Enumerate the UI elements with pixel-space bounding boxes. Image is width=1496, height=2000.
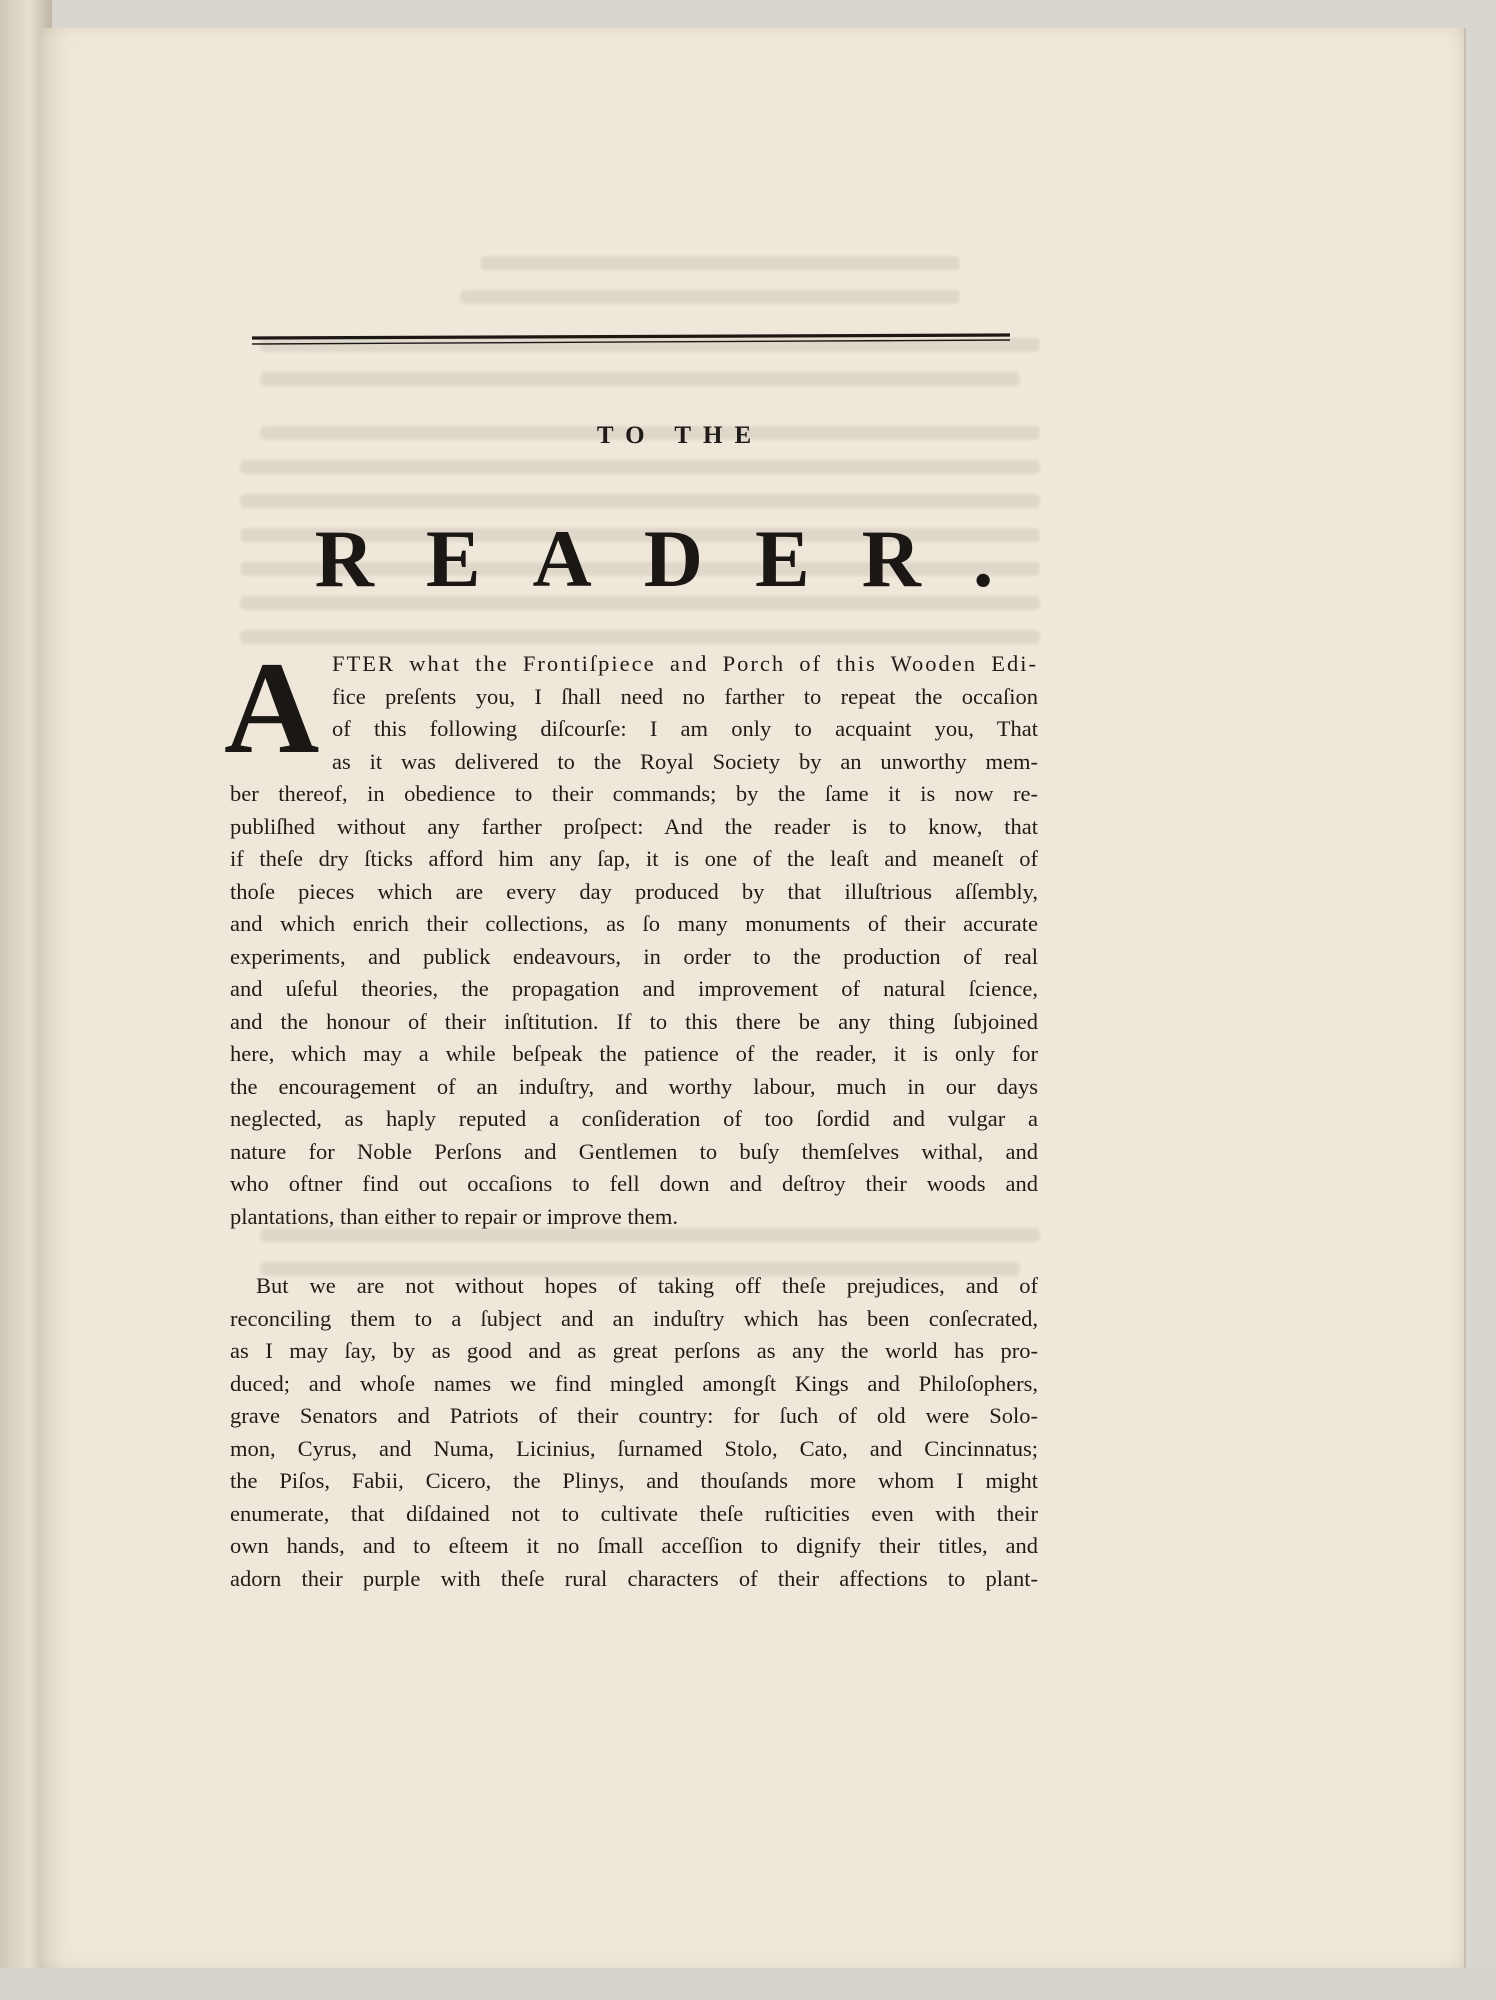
- text-line: who oftner find out occaſions to fell down and deſtroy their woods and: [230, 1171, 1038, 1196]
- text-line: adorn their purple with theſe rural characters of their affections to plant-: [230, 1565, 1038, 1591]
- text-line: as it was delivered to the Royal Society by an unworthy mem-: [332, 748, 1038, 774]
- text-line: enumerate, that diſdained not to cultivate theſe ruſticities even with their: [230, 1500, 1038, 1526]
- paragraph-1: [224, 634, 1038, 1233]
- paragraph-2: [230, 1270, 1038, 1595]
- text-line: grave Senators and Patriots of their country: for ſuch of old were Solo-: [230, 1403, 1038, 1428]
- text-line: plantations, than either to repair or improve them.: [230, 1203, 678, 1229]
- text-line: and uſeful theories, the propagation and improvement of natural ſcience,: [230, 976, 1038, 1001]
- text-line: neglected, as haply reputed a conſideration of too ſordid and vulgar a: [230, 1106, 1038, 1131]
- text-line: the encouragement of an induſtry, and worthy labour, much in our days: [230, 1073, 1038, 1099]
- heading-reader: READER.: [314, 513, 1046, 604]
- text-line: fice preſents you, I ſhall need no farther to repeat the occaſion: [332, 683, 1038, 709]
- text-line: But we are not without hopes of taking off theſe prejudices, and of: [256, 1273, 1038, 1298]
- text-line: experiments, and publick endeavours, in order to the production of real: [230, 943, 1038, 969]
- heading-to-the: TO THE: [596, 422, 764, 449]
- text-line: publiſhed without any farther proſpect: And the reader is to know, that: [230, 813, 1038, 839]
- text-line: FTER what the Frontiſpiece and Porch of this Wooden Edi-: [332, 651, 1038, 676]
- text-line: and which enrich their collections, as ſo many monuments of their accurate: [230, 911, 1038, 936]
- title-rule: [252, 332, 1010, 352]
- text-line: thoſe pieces which are every day produced by that illuſtrious aſſembly,: [230, 878, 1038, 904]
- text-line: mon, Cyrus, and Numa, Licinius, ſurnamed Stolo, Cato, and Cincinnatus;: [230, 1435, 1038, 1461]
- text-line: ber thereof, in obedience to their commands; by the ſame it is now re-: [230, 781, 1038, 806]
- text-line: if theſe dry ſticks afford him any ſap, it is one of the leaſt and meaneſt of: [230, 846, 1038, 871]
- text-line: as I may ſay, by as good and as great perſons as any the world has pro-: [230, 1338, 1038, 1363]
- text-line: reconciling them to a ſubject and an induſtry which has been conſecrated,: [230, 1305, 1038, 1331]
- background-surface: [0, 1968, 1496, 2000]
- text-line: nature for Noble Perſons and Gentlemen to buſy themſelves withal, and: [230, 1138, 1038, 1164]
- text-line: of this following diſcourſe: I am only to acquaint you, That: [332, 716, 1038, 741]
- text-line: own hands, and to eſteem it no ſmall acceſſion to dignify their titles, and: [230, 1533, 1038, 1558]
- text-line: the Piſos, Fabii, Cicero, the Plinys, and thouſands more whom I might: [230, 1468, 1038, 1493]
- drop-cap: A: [224, 634, 320, 781]
- text-line: here, which may a while beſpeak the patience of the reader, it is only for: [230, 1041, 1038, 1066]
- text-line: duced; and whoſe names we find mingled amongſt Kings and Philoſophers,: [230, 1370, 1038, 1396]
- text-line: and the honour of their inſtitution. If to this there be any thing ſubjoined: [230, 1008, 1038, 1034]
